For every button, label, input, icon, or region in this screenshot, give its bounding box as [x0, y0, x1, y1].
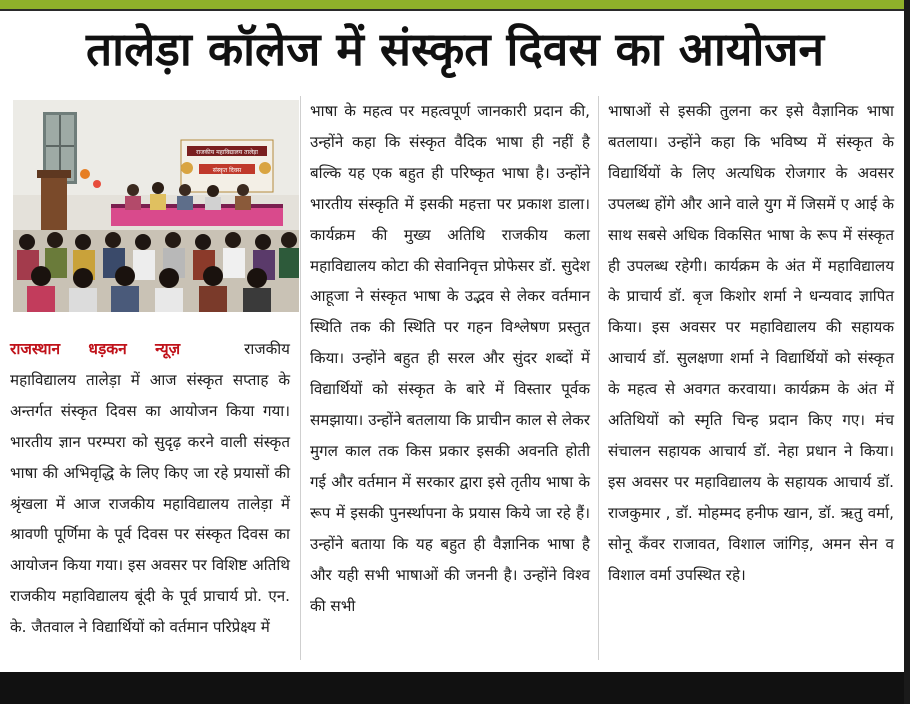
headline: तालेड़ा कॉलेज में संस्कृत दिवस का आयोजन	[85, 22, 825, 76]
banner-line2: संस्कृत दिवस	[212, 167, 242, 174]
column-1-text: राजकीय महाविद्यालय तालेड़ा में आज संस्कृत सप्ताह के अन्तर्गत संस्कृत दिवस का आयोजन किया गया। भारतीय ज्ञान परम्परा को सुदृढ़ करने वाली संस्कृत भाषा की अभिवृद्धि के लिए किए जा रहे प्रयासों की श्रृंखला में आज राजकीय महाविद्यालय तालेड़ा में श्रावणी पूर्णिमा के पूर्व दिवस पर संस्कृत दिवस का आयोजन किया गया। इस अवसर पर विशिष्ट अतिथि राजकीय महाविद्यालय बूंदी के पूर्व प्राचार्य प्रो. एन. के. जैतवाल ने विद्यार्थियों को वर्तमान परिप्रेक्ष्य में	[10, 340, 290, 637]
top-accent-bar	[0, 0, 910, 9]
column-2-text: भाषा के महत्व पर महत्वपूर्ण जानकारी प्रदान की, उन्होंने कहा कि संस्कृत वैदिक भाषा ही नहीं है बल्कि यह एक बहुत ही परिष्कृत भाषा है। उन्होंने भारतीय संस्कृति में इसकी महत्ता पर प्रकाश डाला। कार्यक्रम की मुख्य अतिथि राजकीय कला महाविद्यालय कोटा की सेवानिवृत्त प्रोफेसर डॉ. सुदेश आहूजा ने संस्कृत भाषा के उद्भव से लेकर वर्तमान स्थिति तक की स्थिति पर गहन विश्लेषण प्रस्तुत किया। उन्होंने बहुत ही सरल और सुंदर शब्दों में विद्यार्थियों को संस्कृत के बारे में विस्तार पूर्वक समझाया। उन्होंने बतलाया कि प्राचीन काल से लेकर मुगल काल तक किस प्रकार इसकी अवनति होती गई और वर्तमान में सरकार द्वारा इसे तृतीय भाषा के रूप में इसकी पुनर्स्थापना के प्रयास किये जा रहे हैं। उन्होंने बताया कि यह बहुत ही वैज्ञानिक भाषा है और यही सभी भाषाओं की जननी है। उन्होंने विश्व की सभी	[310, 102, 590, 615]
bottom-border	[0, 672, 910, 704]
event-photo	[13, 100, 299, 312]
article-column-1	[10, 334, 290, 643]
column-3-text: भाषाओं से इसकी तुलना कर इसे वैज्ञानिक भाषा बतलाया। उन्होंने कहा कि भविष्य में संस्कृत के विद्यार्थियों के लिए अत्यधिक रोजगार के अवसर उपलब्ध होंगे और आने वाले युग में जिसमें ए आई के साथ सबसे अधिक विकसित भाषा के रूप में संस्कृत ही उपलब्ध रहेगी। कार्यक्रम के अंत में महाविद्यालय के प्राचार्य डॉ. बृज किशोर शर्मा ने धन्यवाद ज्ञापित किया। इस अवसर पर महाविद्यालय की सहायक आचार्य डॉ. सुलक्षणा शर्मा ने विद्यार्थियों को संस्कृत के महत्व से अवगत करवाया। कार्यक्रम के अंत में अतिथियों को स्मृति चिन्ह प्रदान किए गए। मंच संचालन सहायक आचार्य डॉ. नेहा प्रधान ने किया। इस अवसर पर महाविद्यालय के सहायक आचार्य डॉ. राजकुमार , डॉ. मोहम्मद हनीफ खान, डॉ. ऋतु वर्मा, सोनू कँवर राजावत, विशाल जांगिड़, अमन सेन व विशाल वर्मा उपस्थित रहे।	[608, 102, 894, 584]
right-border	[904, 0, 910, 704]
article-column-3	[608, 96, 894, 591]
article-column-2	[310, 96, 590, 621]
news-source-label: राजस्थान धड़कन न्यूज़	[10, 340, 181, 358]
bottom-rule	[0, 668, 910, 671]
top-rule	[0, 9, 910, 11]
banner-line1: राजकीय महाविद्यालय तालेड़ा	[196, 149, 258, 156]
column-divider	[598, 96, 599, 660]
column-divider	[300, 96, 301, 660]
